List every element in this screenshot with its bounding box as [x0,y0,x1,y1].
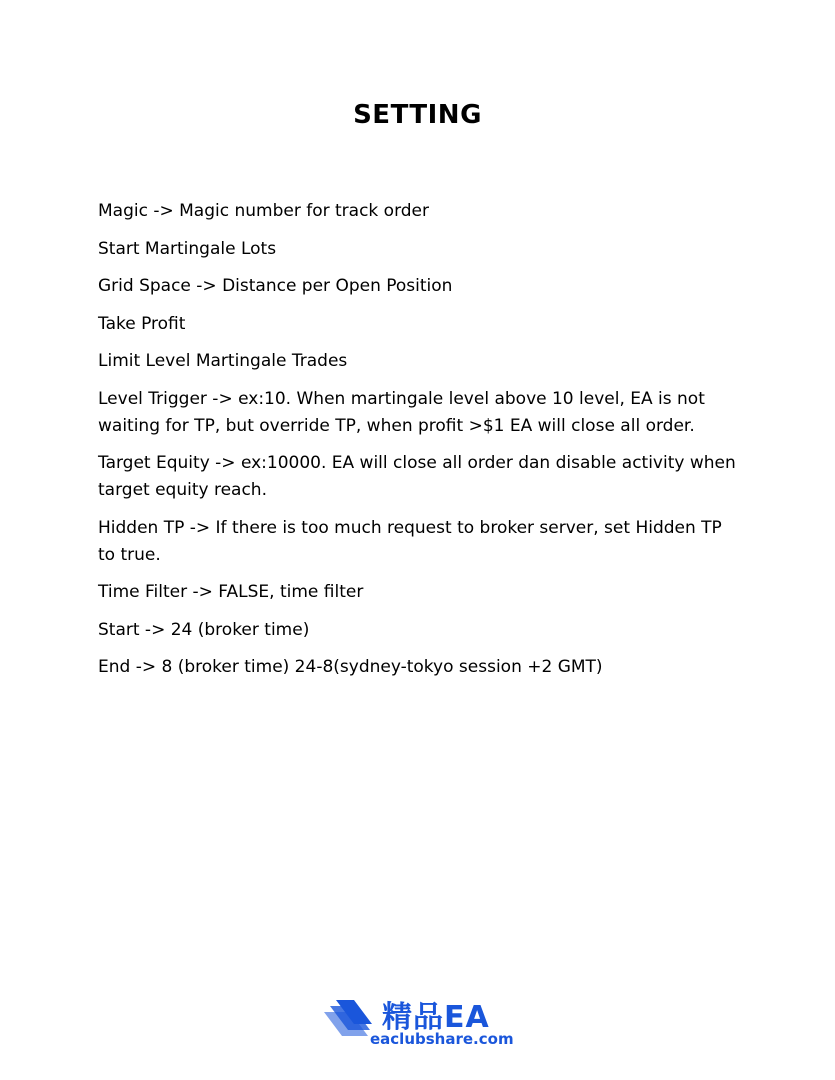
stacked-layers-icon [320,996,372,1042]
setting-level-trigger: Level Trigger -> ex:10. When martingale level above 10 level, EA is not waiting for TP, but override TP, when profit >$1 EA will close all order. [98,388,705,436]
setting-time-filter: Time Filter -> FALSE, time filter [98,582,364,602]
eaclub-logo [320,990,520,1050]
setting-end: End -> 8 (broker time) 24-8(sydney-tokyo session +2 GMT) [98,657,603,677]
setting-target-equity: Target Equity -> ex:10000. EA will close all order dan disable activity when target equity reach. [98,453,736,500]
setting-limit-level: Limit Level Martingale Trades [98,351,348,371]
logo-name: 精品EA [382,1000,490,1035]
setting-grid-space: Grid Space -> Distance per Open Position [98,276,453,296]
page-title: SETTING [353,100,482,130]
setting-hidden-tp: Hidden TP -> If there is too much request to broker server, set Hidden TP to true. [98,517,722,565]
setting-magic: Magic -> Magic number for track order [98,201,430,221]
logo-url: eaclubshare.com [370,1030,514,1048]
setting-start: Start -> 24 (broker time) [98,619,310,640]
setting-take-profit: Take Profit [98,313,186,334]
setting-start-martingale-lots: Start Martingale Lots [98,238,277,259]
settings-list [98,198,738,692]
